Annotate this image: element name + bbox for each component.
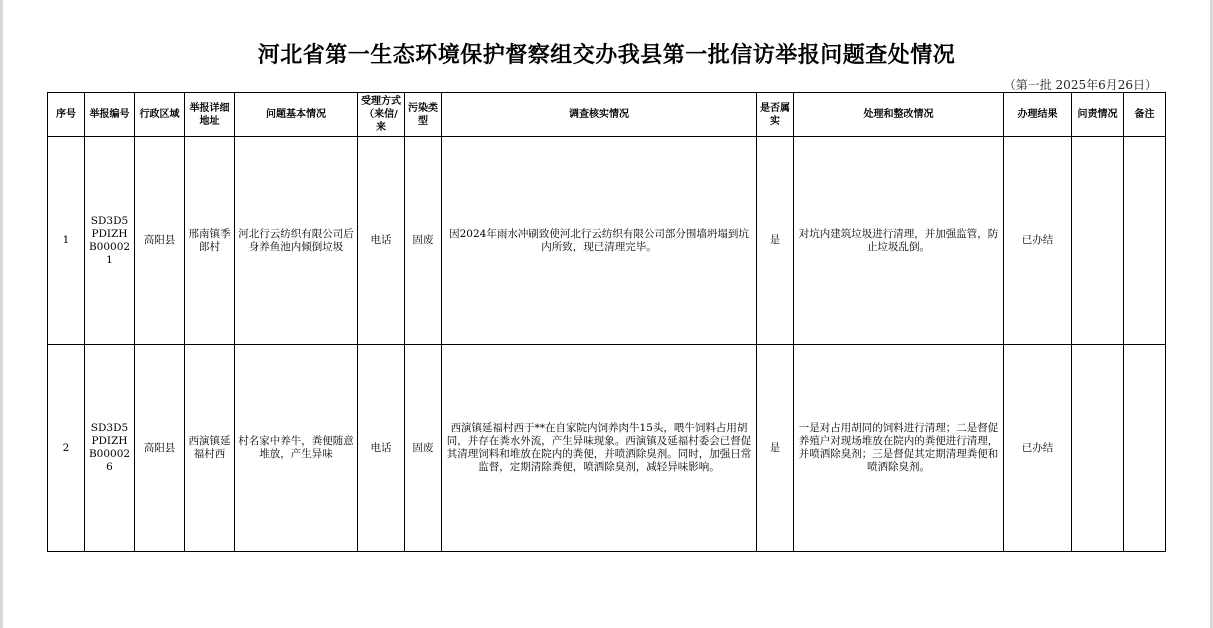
header-address: 举报详细地址 (185, 93, 235, 137)
cell-seq: 2 (48, 345, 85, 552)
cell-pollution-type: 固废 (405, 345, 442, 552)
page-title: 河北省第一生态环境保护督察组交办我县第一批信访举报问题查处情况 (257, 43, 956, 68)
table-row (48, 137, 1166, 345)
cell-problem: 村名家中养牛，粪便随意堆放，产生异味 (235, 345, 358, 552)
cell-handling: 对坑内建筑垃圾进行清理，并加强监管，防止垃圾乱倒。 (794, 137, 1004, 345)
cell-handling: 一是对占用胡同的饲料进行清理；二是督促养殖户对现场堆放在院内的粪便进行清理，并喷洒除臭剂；三是督促其定期清理粪便和喷洒除臭剂。 (794, 345, 1004, 552)
cell-result: 已办结 (1004, 345, 1072, 552)
cell-pollution-type: 固废 (405, 137, 442, 345)
cell-remarks (1124, 345, 1166, 552)
header-seq: 序号 (48, 93, 85, 137)
cell-address: 邢南镇季郎村 (185, 137, 235, 345)
batch-date-note: （第一批 2025年6月26日） (1003, 78, 1157, 92)
cell-accountability (1072, 345, 1124, 552)
header-problem: 问题基本情况 (235, 93, 358, 137)
header-verified: 是否属实 (757, 93, 794, 137)
header-report-id: 举报编号 (85, 93, 135, 137)
table-header-row (48, 93, 1166, 137)
cell-method: 电话 (358, 137, 405, 345)
page-edge-left (0, 0, 3, 628)
cell-result: 已办结 (1004, 137, 1072, 345)
cell-investigation: 因2024年雨水冲刷致使河北行云纺织有限公司部分围墙坍塌到坑内所致，现已清理完毕。 (442, 137, 757, 345)
header-remarks: 备注 (1124, 93, 1166, 137)
cell-method: 电话 (358, 345, 405, 552)
report-table (47, 92, 1166, 552)
header-district: 行政区域 (135, 93, 185, 137)
header-handling: 处理和整改情况 (794, 93, 1004, 137)
header-investigation: 调查核实情况 (442, 93, 757, 137)
header-method: 受理方式（来信/来 (358, 93, 405, 137)
header-result: 办理结果 (1004, 93, 1072, 137)
cell-report-id: SD3D5PDIZHB000026 (85, 345, 135, 552)
cell-problem: 河北行云纺织有限公司后身养鱼池内倾倒垃圾 (235, 137, 358, 345)
cell-verified: 是 (757, 345, 794, 552)
cell-seq: 1 (48, 137, 85, 345)
cell-address: 西演镇延福村西 (185, 345, 235, 552)
cell-district: 高阳县 (135, 137, 185, 345)
cell-report-id: SD3D5PDIZHB000021 (85, 137, 135, 345)
cell-district: 高阳县 (135, 345, 185, 552)
cell-investigation: 西演镇延福村西于**在自家院内饲养肉牛15头，喂牛饲料占用胡同，并存在粪水外流，产生异味现象。西演镇及延福村委会已督促其清理饲料和堆放在院内的粪便，并喷洒除臭剂。同时，加强日常监督，定期清除粪便，喷洒除臭剂，减轻异味影响。 (442, 345, 757, 552)
cell-verified: 是 (757, 137, 794, 345)
cell-accountability (1072, 137, 1124, 345)
table-row (48, 345, 1166, 552)
cell-remarks (1124, 137, 1166, 345)
header-accountability: 问责情况 (1072, 93, 1124, 137)
header-pollution-type: 污染类型 (405, 93, 442, 137)
